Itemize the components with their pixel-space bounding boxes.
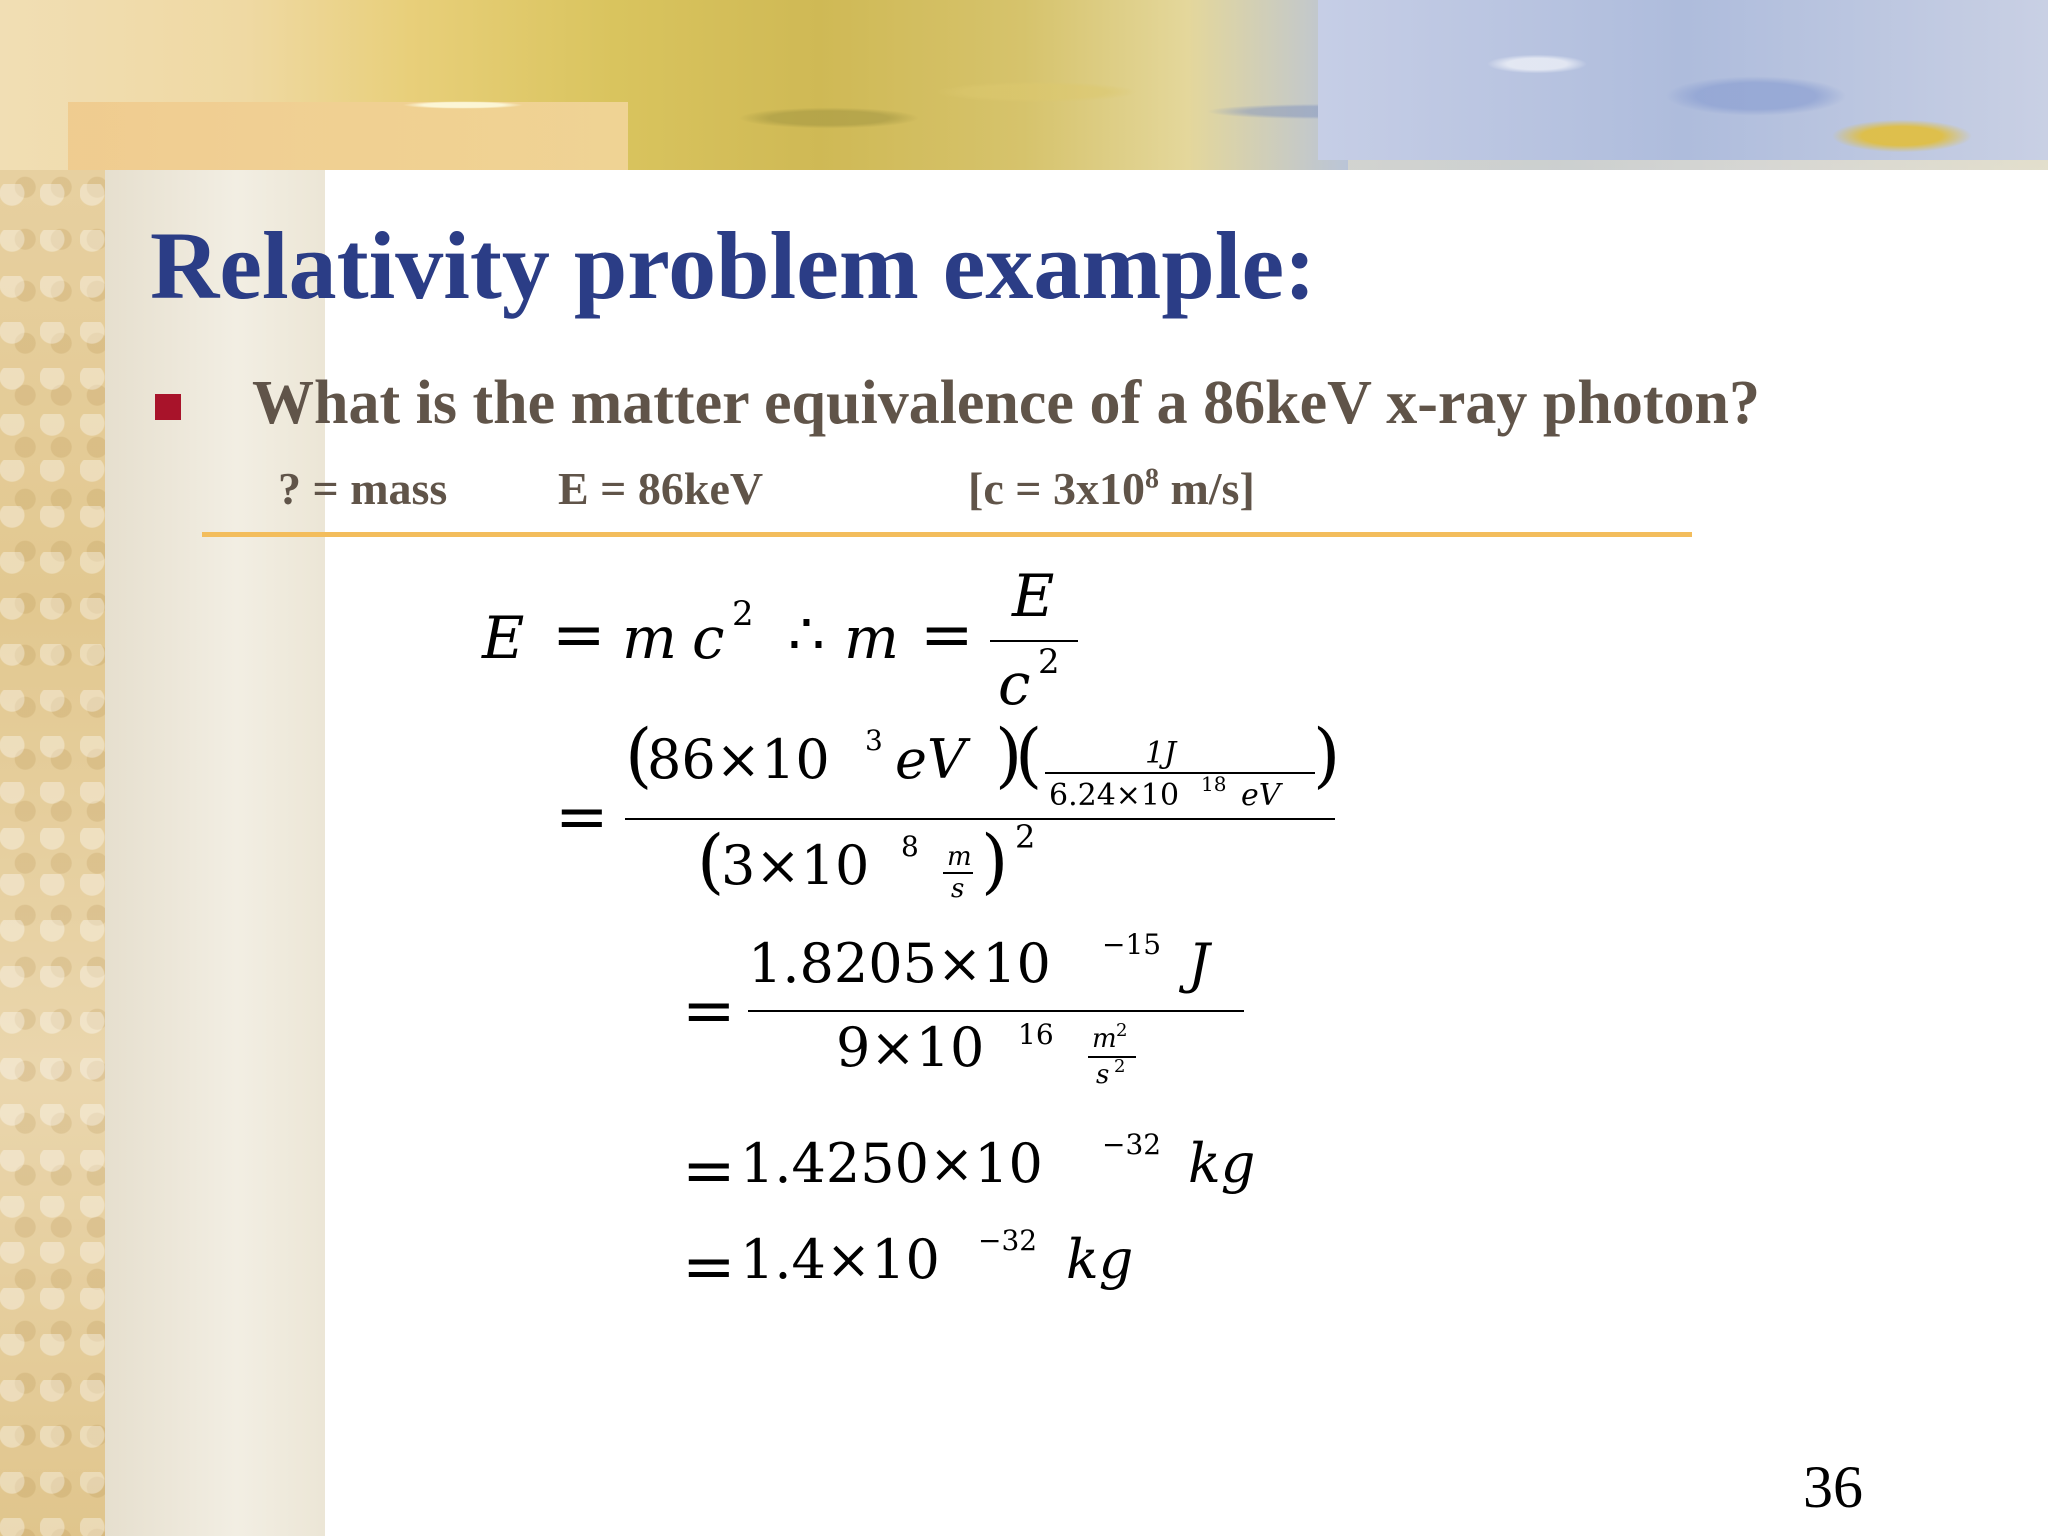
eq1-c-exponent: 2 bbox=[732, 594, 754, 634]
eq3-denominator-unit-m: m bbox=[1092, 1024, 1117, 1054]
eq1-therefore-symbol: ∴ bbox=[788, 600, 825, 668]
question-text: What is the matter equivalence of a 86keV x-ray photon? bbox=[252, 369, 1761, 437]
eq2-conversion-numerator: 1J bbox=[1145, 736, 1177, 771]
equation-line-3 bbox=[682, 928, 1242, 1102]
background-banner-leaves bbox=[280, 40, 1500, 170]
equation-line-5 bbox=[682, 1224, 1182, 1304]
eq1-m: m bbox=[622, 604, 677, 672]
bullet-square-icon bbox=[155, 394, 181, 420]
eq3-denominator-unit-bar bbox=[1088, 1056, 1136, 1058]
given-c-prefix: [c = 3x10 bbox=[968, 463, 1145, 514]
eq3-denominator-unit-m-exponent: 2 bbox=[1116, 1020, 1128, 1041]
divider-line bbox=[202, 532, 1692, 537]
eq3-numerator-exponent: −15 bbox=[1102, 928, 1162, 961]
eq3-equals: = bbox=[682, 974, 736, 1048]
eq2-close-paren-3: ) bbox=[981, 820, 1009, 902]
background-left-texture bbox=[0, 0, 105, 1536]
eq3-fraction-bar bbox=[748, 1010, 1244, 1012]
eq2-open-paren-3: ( bbox=[697, 820, 725, 902]
equation-line-1 bbox=[482, 562, 1082, 718]
eq1-m-2: m bbox=[844, 604, 899, 672]
eq2-denominator-outer-exponent: 2 bbox=[1015, 818, 1036, 856]
eq2-conversion-denominator: 6.24×10 bbox=[1049, 778, 1180, 813]
equation-line-2 bbox=[555, 714, 1345, 918]
eq2-denominator-unit-s: s bbox=[951, 874, 965, 904]
eq4-unit: kg bbox=[1188, 1132, 1256, 1195]
eq3-denominator-exponent: 16 bbox=[1018, 1018, 1054, 1051]
eq5-unit: kg bbox=[1066, 1228, 1134, 1291]
given-speed-of-light bbox=[968, 462, 1255, 515]
eq5-exponent: −32 bbox=[978, 1224, 1038, 1257]
eq1-equals-1: = bbox=[552, 598, 606, 672]
eq1-fraction-bar bbox=[990, 640, 1078, 642]
page-number: 36 bbox=[1803, 1454, 1863, 1520]
eq3-denominator-unit-s: s bbox=[1096, 1060, 1110, 1090]
eq2-close-paren-1: ) bbox=[995, 714, 1023, 796]
eq2-denominator-value: 3×10 bbox=[721, 834, 870, 897]
eq1-fraction-denominator-c: c bbox=[998, 650, 1031, 718]
eq3-denominator-value: 9×10 bbox=[836, 1016, 985, 1079]
given-mass: ? = mass bbox=[278, 463, 448, 514]
eq2-conversion-denominator-exponent: 18 bbox=[1201, 772, 1227, 796]
eq1-lhs: E bbox=[482, 604, 525, 672]
eq2-open-paren-1: ( bbox=[625, 714, 653, 796]
eq1-equals-2: = bbox=[920, 598, 974, 672]
given-c-exponent: 8 bbox=[1144, 463, 1159, 495]
eq3-denominator-unit-s-exponent: 2 bbox=[1114, 1056, 1126, 1077]
eq2-denominator-unit-m: m bbox=[947, 842, 972, 872]
slide-title: Relativity problem example: bbox=[150, 212, 1317, 319]
eq2-conversion-denominator-unit: eV bbox=[1241, 778, 1281, 813]
eq5-value: 1.4×10 bbox=[740, 1228, 940, 1291]
eq2-denominator-exponent: 8 bbox=[901, 830, 919, 863]
eq2-equals: = bbox=[555, 780, 609, 854]
given-c-suffix: m/s] bbox=[1158, 463, 1255, 514]
eq4-value: 1.4250×10 bbox=[740, 1132, 1043, 1195]
equation-line-4 bbox=[682, 1128, 1282, 1208]
eq2-numerator-value: 86×10 bbox=[647, 728, 830, 791]
eq2-close-paren-2: ) bbox=[1313, 714, 1341, 796]
eq3-numerator-value: 1.8205×10 bbox=[748, 932, 1051, 995]
given-energy: E = 86keV bbox=[558, 463, 764, 514]
eq1-denominator-exponent: 2 bbox=[1038, 642, 1060, 682]
eq2-numerator-unit: eV bbox=[895, 728, 966, 791]
eq3-numerator-unit: J bbox=[1188, 932, 1210, 995]
eq2-open-paren-2: ( bbox=[1015, 714, 1043, 796]
eq4-exponent: −32 bbox=[1102, 1128, 1162, 1161]
eq2-conversion-bar bbox=[1045, 772, 1315, 774]
eq2-main-fraction-bar bbox=[625, 818, 1335, 820]
eq1-fraction-numerator: E bbox=[1012, 562, 1055, 630]
background-corner-image bbox=[1318, 0, 2048, 160]
eq4-equals: = bbox=[682, 1134, 736, 1208]
eq5-equals: = bbox=[682, 1230, 736, 1304]
eq1-c: c bbox=[692, 604, 725, 672]
eq2-numerator-exponent: 3 bbox=[865, 724, 883, 757]
